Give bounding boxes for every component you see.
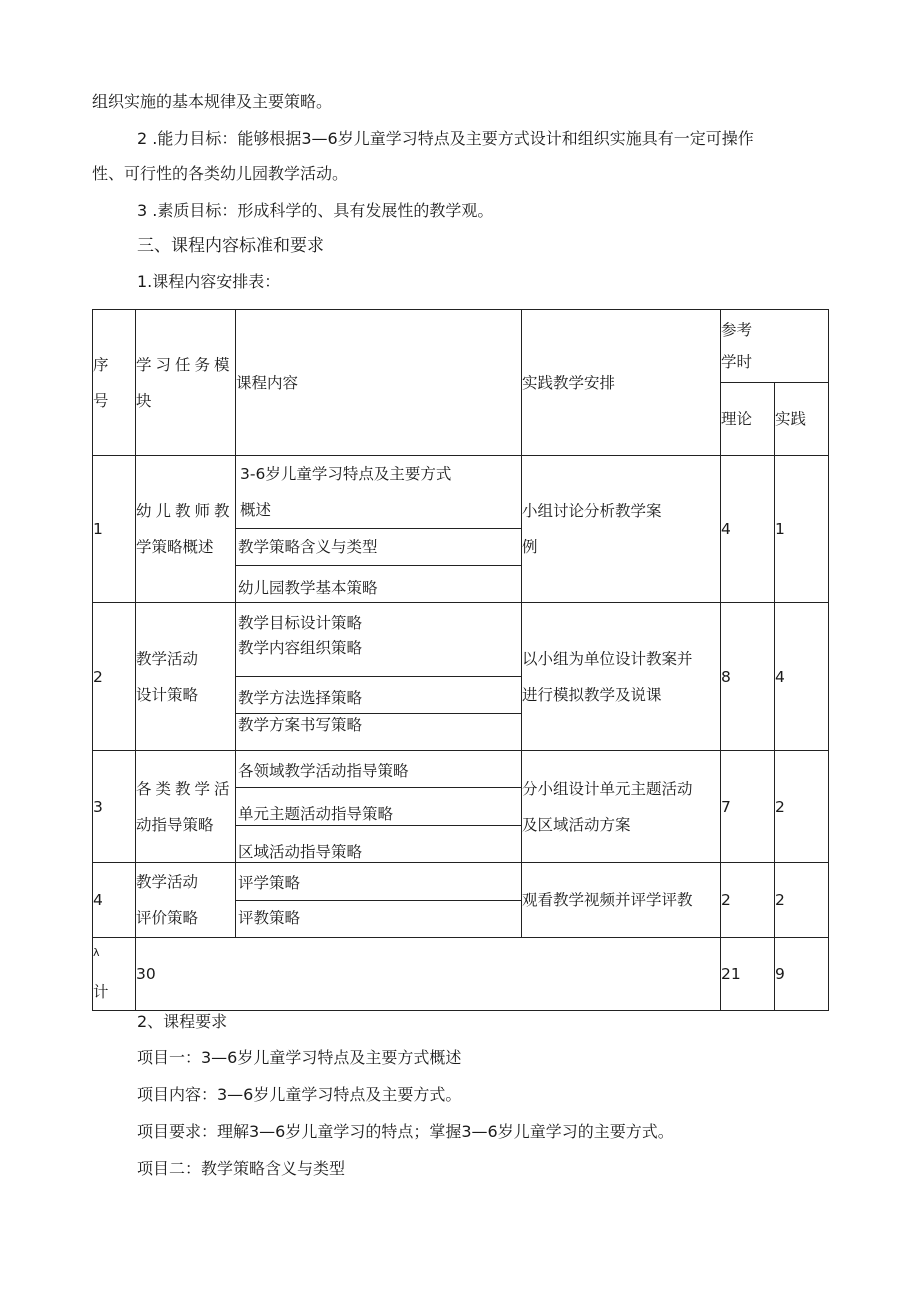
row-practice: 观看教学视频并评学评教: [522, 863, 721, 938]
header-theory: 理论: [721, 383, 775, 456]
header-practice: 实践教学安排: [522, 310, 721, 456]
row-contents: 各领域教学活动指导策略 单元主题活动指导策略 区域活动指导策略: [236, 751, 522, 863]
paragraph-line: 2、课程要求: [137, 1012, 228, 1031]
row-number: 1: [93, 456, 136, 603]
row-theory: 2: [721, 863, 775, 938]
row-theory: 4: [721, 456, 775, 603]
row-practical: 4: [775, 603, 829, 751]
total-hours: 30: [136, 938, 721, 1011]
header-module: 学习任务模 块: [136, 310, 236, 456]
paragraph-line: 1.课程内容安排表：: [137, 272, 281, 291]
header-content: 课程内容: [236, 310, 522, 456]
course-content-table: [92, 309, 829, 1011]
row-theory: 7: [721, 751, 775, 863]
paragraph-line: 组织实施的基本规律及主要策略。: [92, 92, 333, 111]
row-contents: 教学目标设计策略 教学内容组织策略 教学方法选择策略 教学方案书写策略: [236, 603, 522, 751]
row-number: 3: [93, 751, 136, 863]
row-module: 幼儿教师教 学策略概述: [136, 456, 236, 603]
paragraph-line: 3 .素质目标：形成科学的、具有发展性的教学观。: [137, 201, 494, 220]
paragraph-line: 性、可行性的各类幼儿园教学活动。: [92, 164, 349, 183]
row-number: 2: [93, 603, 136, 751]
paragraph-line: 2 .能力目标：能够根据3—6岁儿童学习特点及主要方式设计和组织实施具有一定可操作: [137, 129, 754, 148]
header-practical: 实践: [775, 383, 829, 456]
row-module: 教学活动 设计策略: [136, 603, 236, 751]
paragraph-line: 项目内容：3—6岁儿童学习特点及主要方式。: [137, 1085, 462, 1104]
total-theory: 21: [721, 938, 775, 1011]
header-seq: 序 号: [93, 310, 136, 456]
paragraph-line: 项目一：3—6岁儿童学习特点及主要方式概述: [137, 1048, 462, 1067]
header-hours: 参考 学时: [721, 310, 829, 383]
row-module: 各类教学活 动指导策略: [136, 751, 236, 863]
total-row: [93, 938, 829, 1011]
total-practical: 9: [775, 938, 829, 1011]
row-module: 教学活动 评价策略: [136, 863, 236, 938]
paragraph-line: 项目二：教学策略含义与类型: [137, 1159, 346, 1178]
table-row: [93, 863, 829, 938]
paragraph-line: 项目要求：理解3—6岁儿童学习的特点；掌握3—6岁儿童学习的主要方式。: [137, 1122, 674, 1141]
row-number: 4: [93, 863, 136, 938]
table-row: [93, 603, 829, 751]
row-practice: 以小组为单位设计教案并 进行模拟教学及说课: [522, 603, 721, 751]
table-row: [93, 456, 829, 603]
row-practical: 2: [775, 863, 829, 938]
row-practice: 分小组设计单元主题活动 及区域活动方案: [522, 751, 721, 863]
section-heading: 三、课程内容标准和要求: [137, 236, 324, 256]
row-practice: 小组讨论分析教学案 例: [522, 456, 721, 603]
total-label: λ 计: [93, 938, 136, 1011]
row-practical: 2: [775, 751, 829, 863]
row-theory: 8: [721, 603, 775, 751]
row-contents: 评学策略 评教策略: [236, 863, 522, 938]
row-contents: 3-6岁儿童学习特点及主要方式 概述 教学策略含义与类型 幼儿园教学基本策略: [236, 456, 522, 603]
row-practical: 1: [775, 456, 829, 603]
table-row: [93, 751, 829, 863]
